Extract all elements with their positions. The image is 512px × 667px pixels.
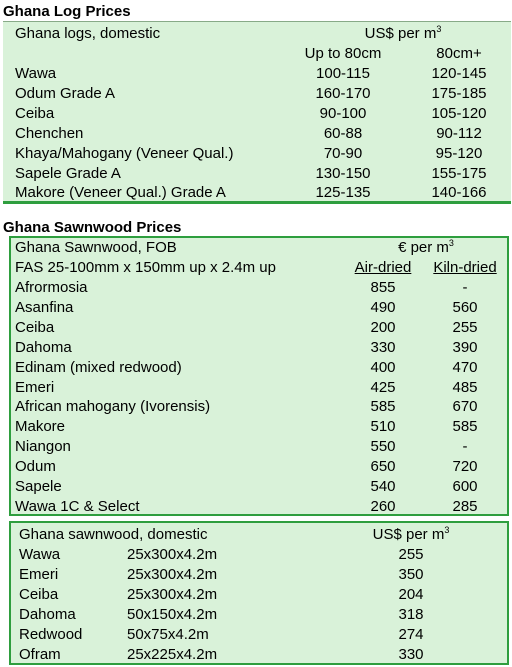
price-kiln-dried: 470 bbox=[452, 358, 478, 376]
species-name: Khaya/Mahogany (Veneer Qual.) bbox=[15, 144, 234, 162]
price-kiln-dried: 585 bbox=[452, 418, 478, 436]
dimensions: 50x75x4.2m bbox=[127, 625, 209, 643]
column-header: Air-dried bbox=[354, 259, 412, 276]
price-kiln-dried: 285 bbox=[452, 497, 478, 515]
column-header-row bbox=[3, 44, 511, 64]
dimensions: 50x150x4.2m bbox=[127, 605, 218, 623]
price-air-dried: 650 bbox=[370, 458, 396, 476]
price-up-to-80cm: 100-115 bbox=[316, 65, 370, 82]
table-header-row bbox=[3, 24, 511, 44]
price-80cm-plus: 90-112 bbox=[436, 124, 482, 142]
table-header-row bbox=[11, 525, 507, 545]
price-air-dried: 400 bbox=[370, 358, 396, 376]
price-80cm-plus: 120-145 bbox=[431, 65, 487, 82]
price-air-dried: 330 bbox=[370, 338, 396, 356]
price-80cm-plus: 175-185 bbox=[431, 84, 487, 102]
price-air-dried: 540 bbox=[370, 478, 396, 495]
species-name: Ofram bbox=[19, 645, 61, 663]
price-kiln-dried: 485 bbox=[452, 378, 478, 396]
species-name: Emeri bbox=[15, 378, 55, 396]
price-kiln-dried: 255 bbox=[452, 318, 478, 336]
price-kiln-dried: 390 bbox=[452, 338, 478, 356]
table-row bbox=[11, 338, 507, 358]
species-name: Asanfina bbox=[15, 298, 74, 316]
species-name: Wawa 1C & Select bbox=[15, 497, 140, 515]
species-name: Wawa bbox=[15, 65, 57, 82]
species-name: African mahogany (Ivorensis) bbox=[15, 398, 211, 416]
sawnwood-prices-heading: Ghana Sawnwood Prices bbox=[3, 219, 182, 236]
table-row bbox=[11, 497, 507, 517]
price: 318 bbox=[398, 605, 424, 623]
table-row bbox=[11, 278, 507, 298]
price-air-dried: 425 bbox=[370, 378, 396, 396]
table-row bbox=[3, 104, 511, 124]
table-row bbox=[3, 164, 511, 184]
price-up-to-80cm: 130-150 bbox=[315, 164, 371, 182]
species-name: Niangon bbox=[15, 438, 71, 456]
sawnwood-prices-table bbox=[9, 236, 509, 516]
dimensions: 25x300x4.2m bbox=[127, 546, 218, 563]
unit-label: US$ per $m^3$ bbox=[364, 24, 442, 42]
table-row bbox=[11, 585, 507, 605]
price: 204 bbox=[398, 585, 424, 603]
table-row bbox=[11, 298, 507, 318]
species-name: Ceiba bbox=[15, 104, 55, 122]
species-name: Wawa bbox=[19, 546, 61, 563]
price-up-to-80cm: 70-90 bbox=[323, 144, 363, 162]
column-header: Up to 80cm bbox=[304, 45, 382, 62]
species-name: Ceiba bbox=[15, 318, 55, 336]
price-up-to-80cm: 60-88 bbox=[323, 124, 363, 142]
table-row bbox=[11, 457, 507, 477]
table-label: Ghana logs, domestic bbox=[15, 25, 161, 42]
species-name: Odum bbox=[15, 458, 56, 476]
price: 330 bbox=[398, 645, 424, 663]
price-kiln-dried: 670 bbox=[452, 398, 478, 416]
table-row bbox=[11, 358, 507, 378]
table-label: Ghana sawnwood, domestic bbox=[19, 526, 208, 543]
species-name: Dahoma bbox=[15, 338, 72, 356]
table-row bbox=[11, 437, 507, 457]
table-row bbox=[11, 545, 507, 565]
table-row bbox=[3, 183, 511, 203]
table-row bbox=[11, 565, 507, 585]
table-row bbox=[11, 397, 507, 417]
dimensions: 25x225x4.2m bbox=[127, 645, 218, 663]
price-kiln-dried: 720 bbox=[452, 458, 478, 476]
dimensions: 25x300x4.2m bbox=[127, 585, 218, 603]
species-name: Redwood bbox=[19, 625, 83, 643]
price-up-to-80cm: 125-135 bbox=[315, 184, 371, 202]
species-name: Sapele Grade A bbox=[15, 164, 121, 182]
species-name: Sapele bbox=[15, 478, 62, 495]
price-air-dried: 490 bbox=[370, 298, 396, 316]
species-name: Edinam (mixed redwood) bbox=[15, 358, 182, 376]
spec-row bbox=[11, 258, 507, 278]
species-name: Odum Grade A bbox=[15, 84, 116, 102]
table-row bbox=[11, 605, 507, 625]
column-header: 80cm+ bbox=[436, 45, 482, 62]
price-80cm-plus: 105-120 bbox=[431, 104, 487, 122]
table-row bbox=[11, 417, 507, 437]
price-air-dried: 855 bbox=[370, 279, 396, 296]
price-air-dried: 585 bbox=[370, 398, 396, 416]
price-air-dried: 510 bbox=[370, 418, 396, 436]
price-air-dried: 550 bbox=[370, 438, 396, 456]
species-name: Afrormosia bbox=[15, 279, 88, 296]
table-header-row bbox=[11, 238, 507, 258]
price-up-to-80cm: 160-170 bbox=[315, 84, 371, 102]
species-name: Chenchen bbox=[15, 124, 84, 142]
log-prices-table bbox=[3, 21, 511, 204]
table-row bbox=[3, 124, 511, 144]
price-air-dried: 200 bbox=[370, 318, 396, 336]
table-row bbox=[3, 144, 511, 164]
price-kiln-dried: - bbox=[462, 438, 468, 456]
species-name: Dahoma bbox=[19, 605, 76, 623]
table-row bbox=[11, 625, 507, 645]
price-80cm-plus: 155-175 bbox=[431, 164, 487, 182]
unit-label: US$ per $m^3$ bbox=[372, 525, 450, 543]
log-prices-heading: Ghana Log Prices bbox=[3, 3, 131, 20]
price-kiln-dried: - bbox=[462, 279, 468, 296]
species-name: Emeri bbox=[19, 565, 59, 583]
table-label: Ghana Sawnwood, FOB bbox=[15, 239, 177, 256]
price-kiln-dried: 600 bbox=[452, 478, 478, 495]
price-up-to-80cm: 90-100 bbox=[319, 104, 367, 122]
table-row bbox=[11, 378, 507, 398]
price-kiln-dried: 560 bbox=[452, 298, 478, 316]
species-name: Ceiba bbox=[19, 585, 59, 603]
sawnwood-domestic-table bbox=[9, 521, 509, 665]
table-row bbox=[11, 477, 507, 497]
price-80cm-plus: 140-166 bbox=[431, 184, 487, 202]
price-80cm-plus: 95-120 bbox=[435, 144, 483, 162]
price: 350 bbox=[398, 565, 424, 583]
species-name: Makore bbox=[15, 418, 66, 436]
species-name: Makore (Veneer Qual.) Grade A bbox=[15, 184, 226, 202]
table-row bbox=[3, 64, 511, 84]
unit-label: € per $m^3$ bbox=[398, 238, 454, 256]
spec-text: FAS 25-100mm x 150mm up x 2.4m up bbox=[15, 259, 276, 276]
table-row bbox=[3, 84, 511, 104]
table-row bbox=[11, 318, 507, 338]
price: 255 bbox=[398, 546, 424, 563]
column-header: Kiln-dried bbox=[433, 259, 497, 276]
price-air-dried: 260 bbox=[370, 497, 396, 515]
table-row bbox=[11, 645, 507, 665]
price: 274 bbox=[398, 625, 424, 643]
dimensions: 25x300x4.2m bbox=[127, 565, 218, 583]
